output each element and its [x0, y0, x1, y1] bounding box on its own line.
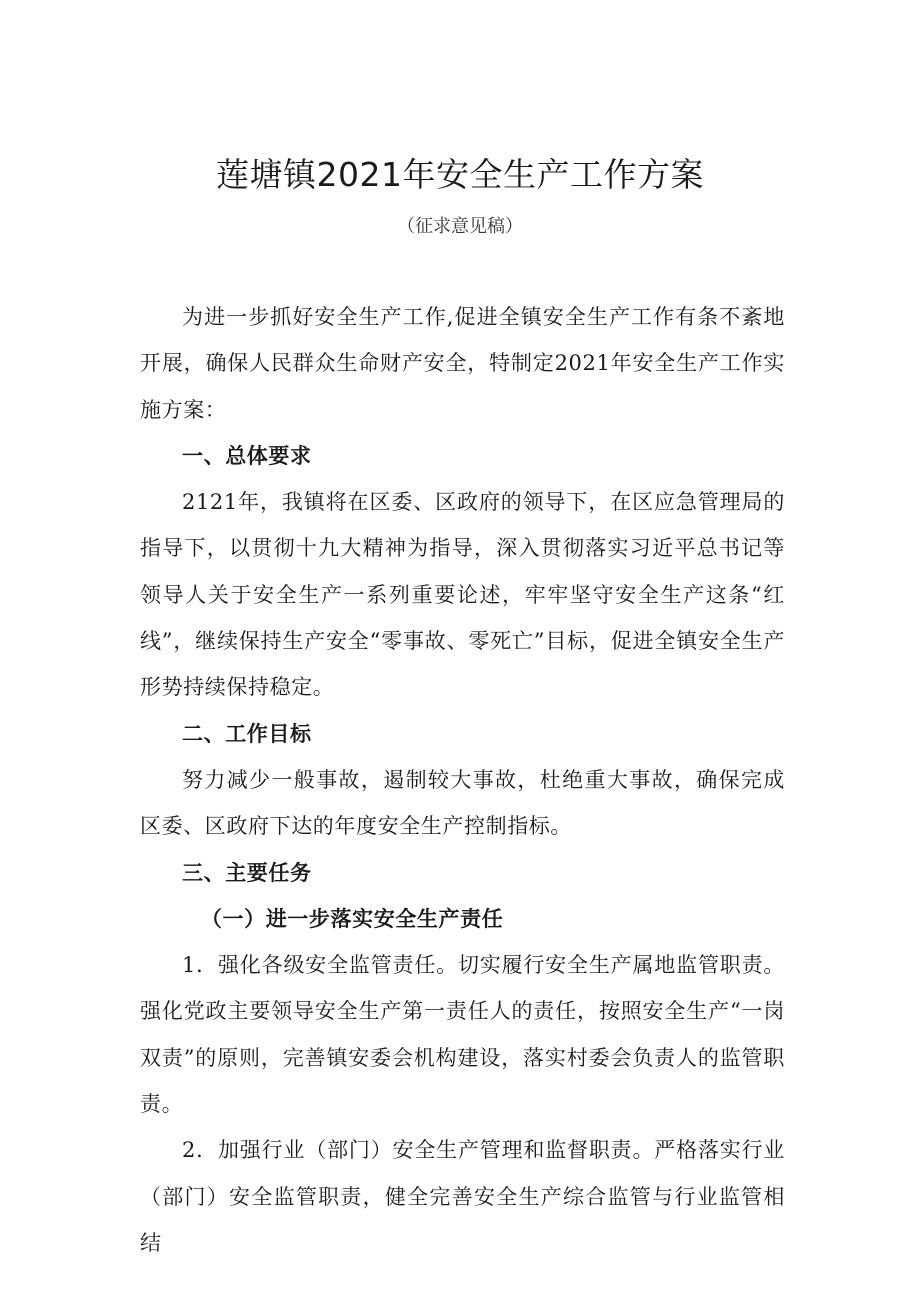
section-heading-work-goals: 二、工作目标 [182, 721, 312, 746]
general-requirements-paragraph: 2121年，我镇将在区委、区政府的领导下，在区应急管理局的指导下，以贯彻十九大精神为指导，深入贯彻落实习近平总书记等领导人关于安全生产一系列重要论述，牢牢坚守安全生产这条“红线”，继续保持生产安全“零事故、零死亡”目标，促进全镇安全生产形势持续保持稳定。 [140, 490, 785, 700]
intro-paragraph: 为进一步抓好安全生产工作,促进全镇安全生产工作有条不紊地开展，确保人民群众生命财产安全，特制定2021年安全生产工作实施方案： [140, 305, 785, 422]
document-subtitle: （征求意见稿） [397, 216, 523, 237]
subsection-heading-responsibility: （一）进一步落实安全生产责任 [200, 906, 504, 931]
task-item-2: 2．加强行业（部门）安全生产管理和监督职责。严格落实行业（部门）安全监管职责，健全完善安全生产综合监管与行业监管相结 [140, 1138, 785, 1255]
document-title: 莲塘镇2021年安全生产工作方案 [216, 155, 704, 194]
section-heading-general-requirements: 一、总体要求 [182, 443, 312, 468]
task-item-1: 1．强化各级安全监管责任。切实履行安全生产属地监管职责。强化党政主要领导安全生产第一责任人的责任，按照安全生产“一岗双责”的原则，完善镇安委会机构建设，落实村委会负责人的监管职责。 [140, 953, 785, 1117]
section-heading-main-tasks: 三、主要任务 [182, 860, 312, 885]
document-body [140, 294, 785, 1266]
work-goals-paragraph: 努力减少一般事故，遏制较大事故，杜绝重大事故，确保完成区委、区政府下达的年度安全生产控制指标。 [140, 767, 785, 839]
